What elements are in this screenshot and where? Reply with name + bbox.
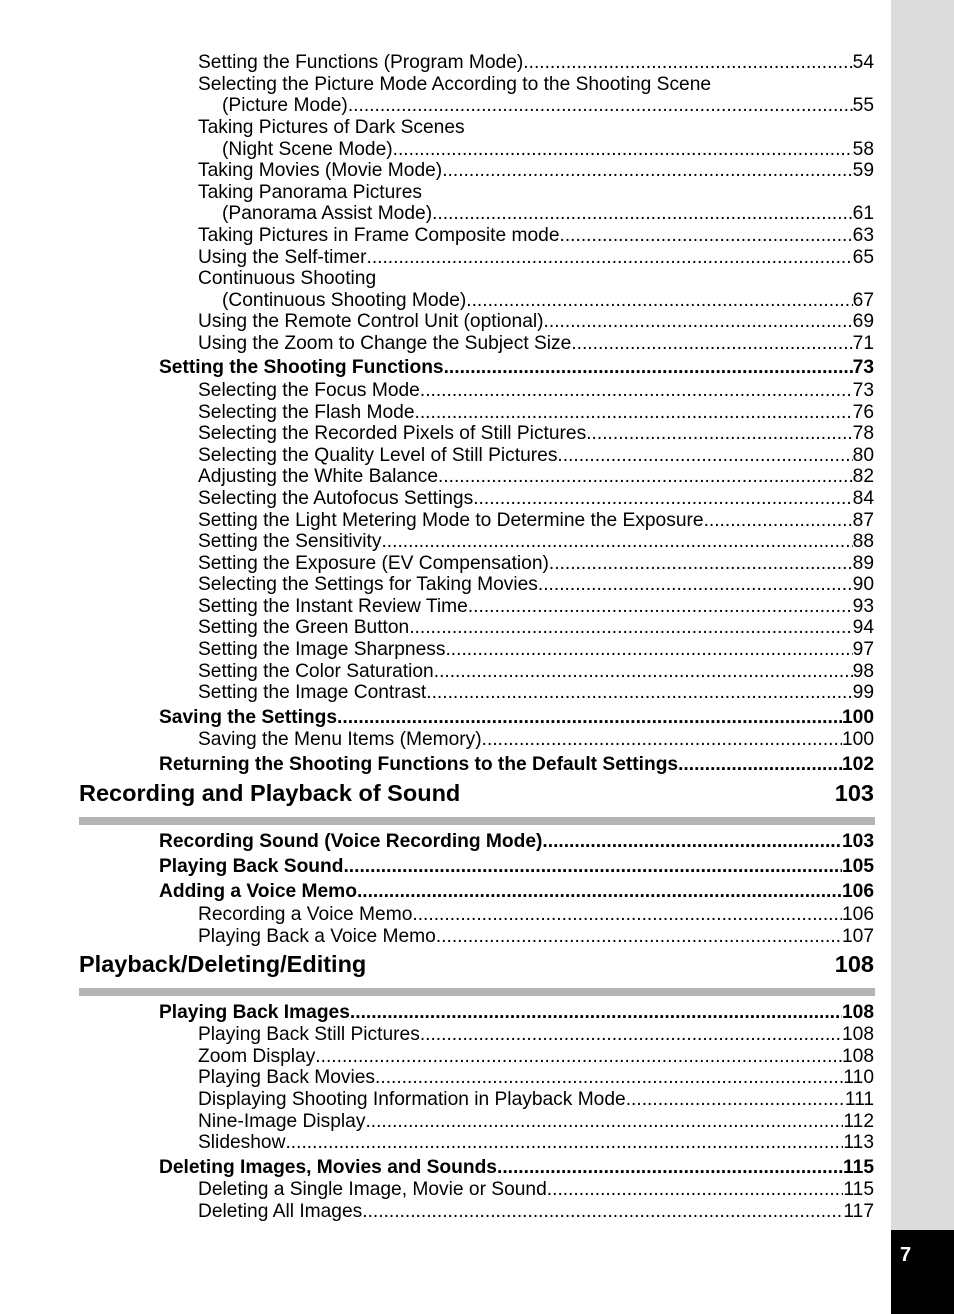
toc-entry-title: (Night Scene Mode)	[222, 139, 393, 160]
toc-section[interactable]	[159, 881, 874, 903]
toc-section-title: Deleting Images, Movies and Sounds	[159, 1157, 497, 1178]
toc-section-title: Saving the Settings	[159, 707, 338, 728]
toc-entry-page: 98	[852, 661, 874, 682]
toc-entry-title: Continuous Shooting	[198, 268, 377, 289]
toc-section-title: Adding a Voice Memo	[159, 881, 357, 902]
toc-chapter-page: 103	[834, 780, 874, 806]
toc-entry-title: Setting the Light Metering Mode to Determine the Exposure	[198, 510, 704, 531]
toc-entry-page: 112	[843, 1111, 874, 1132]
toc-entry-page: 59	[852, 160, 874, 181]
toc-section-page: 105	[841, 856, 874, 877]
toc-entry-page: 58	[852, 139, 874, 160]
toc-entry-page: 65	[852, 247, 874, 268]
toc-entry-page: 115	[843, 1179, 874, 1200]
toc-entry[interactable]	[198, 466, 874, 488]
toc-entry[interactable]	[198, 926, 874, 948]
toc-entry-title: Taking Pictures of Dark Scenes	[198, 117, 465, 138]
toc-entry-title: Selecting the Flash Mode	[198, 402, 415, 423]
toc-entry[interactable]	[222, 95, 874, 117]
toc-entry-title: (Continuous Shooting Mode)	[222, 290, 467, 311]
toc-entry-page: 61	[852, 203, 874, 224]
toc-entry-page: 100	[841, 729, 874, 750]
toc-entry-title: Setting the Functions (Program Mode)	[198, 52, 524, 73]
toc-entry[interactable]	[198, 333, 874, 355]
toc-entry[interactable]	[198, 1067, 874, 1089]
toc-entry-page: 73	[852, 380, 874, 401]
toc-chapter-heading[interactable]	[79, 951, 874, 978]
toc-entry-title: Zoom Display	[198, 1046, 316, 1067]
toc-section-title: Returning the Shooting Functions to the Default Settings	[159, 754, 679, 775]
toc-entry[interactable]	[198, 52, 874, 74]
toc-entry[interactable]	[198, 729, 874, 751]
toc-entry-page: 111	[844, 1089, 874, 1110]
toc-section[interactable]	[159, 707, 874, 729]
toc-entry-title: Recording a Voice Memo	[198, 904, 413, 925]
toc-section-page: 73	[852, 357, 874, 378]
toc-entry-title: Setting the Color Saturation	[198, 661, 434, 682]
toc-section[interactable]	[159, 1002, 874, 1024]
toc-entry[interactable]	[222, 139, 874, 161]
toc-section-page: 102	[841, 754, 874, 775]
toc-entry[interactable]	[198, 380, 874, 402]
toc-entry[interactable]	[198, 682, 874, 704]
toc-entry[interactable]	[198, 510, 874, 532]
toc-section[interactable]	[159, 357, 874, 379]
toc-entry-title: Playing Back Still Pictures	[198, 1024, 420, 1045]
toc-entry[interactable]	[198, 445, 874, 467]
toc-entry[interactable]	[198, 574, 874, 596]
toc-entry-page: 80	[852, 445, 874, 466]
toc-entry-title: Taking Panorama Pictures	[198, 182, 422, 203]
toc-entry-title: Selecting the Picture Mode According to the Shooting Scene	[198, 74, 712, 95]
toc-entry-page: 63	[852, 225, 874, 246]
toc-entry[interactable]	[198, 553, 874, 575]
toc-entry[interactable]	[198, 1201, 874, 1223]
toc-entry-title: Setting the Exposure (EV Compensation)	[198, 553, 549, 574]
toc-entry[interactable]	[198, 661, 874, 683]
toc-section-page: 115	[843, 1157, 874, 1178]
toc-entry[interactable]	[198, 268, 874, 290]
toc-chapter-heading[interactable]	[79, 780, 874, 807]
toc-section-title: Setting the Shooting Functions	[159, 357, 444, 378]
toc-entry-page: 108	[841, 1046, 874, 1067]
toc-entry-page: 55	[852, 95, 874, 116]
toc-entry-page: 110	[843, 1067, 874, 1088]
toc-entry-page: 108	[841, 1024, 874, 1045]
toc-entry-page: 107	[841, 926, 874, 947]
toc-entry-title: Playing Back Movies	[198, 1067, 376, 1088]
page-number: 7	[891, 1230, 954, 1314]
toc-entry[interactable]	[198, 182, 874, 204]
toc-section-title: Playing Back Sound	[159, 856, 344, 877]
chapter-divider	[79, 817, 875, 825]
toc-entry-title: Using the Remote Control Unit (optional)	[198, 311, 544, 332]
toc-entry[interactable]	[198, 1179, 874, 1201]
toc-entry-title: Adjusting the White Balance	[198, 466, 438, 487]
toc-entry-title: Selecting the Settings for Taking Movies	[198, 574, 538, 595]
toc-section-title: Playing Back Images	[159, 1002, 350, 1023]
toc-entry[interactable]	[198, 488, 874, 510]
toc-entry-title: Selecting the Focus Mode	[198, 380, 420, 401]
toc-section[interactable]	[159, 831, 874, 853]
toc-entry-title: (Picture Mode)	[222, 95, 348, 116]
toc-entry-page: 94	[852, 617, 874, 638]
side-tab	[891, 0, 954, 1314]
toc-entry-page: 97	[852, 639, 874, 660]
toc-entry-title: Setting the Green Button	[198, 617, 410, 638]
toc-entry-page: 117	[843, 1201, 874, 1222]
toc-entry-page: 87	[852, 510, 874, 531]
toc-entry-title: Saving the Menu Items (Memory)	[198, 729, 482, 750]
toc-section[interactable]	[159, 1157, 874, 1179]
toc-entry-page: 88	[852, 531, 874, 552]
toc-entry-page: 82	[852, 466, 874, 487]
toc-entry-title: (Panorama Assist Mode)	[222, 203, 433, 224]
toc-entry[interactable]	[198, 225, 874, 247]
toc-entry[interactable]	[198, 423, 874, 445]
toc-section[interactable]	[159, 856, 874, 878]
toc-entry-title: Using the Zoom to Change the Subject Size	[198, 333, 572, 354]
toc-entry-title: Setting the Image Contrast	[198, 682, 427, 703]
toc-entry[interactable]	[198, 1111, 874, 1133]
toc-entry[interactable]	[198, 617, 874, 639]
toc-entry[interactable]	[198, 531, 874, 553]
toc-entry-title: Selecting the Recorded Pixels of Still Pictures	[198, 423, 587, 444]
toc-entry[interactable]	[198, 402, 874, 424]
toc-entry-page: 67	[852, 290, 874, 311]
toc-entry-title: Using the Self-timer	[198, 247, 367, 268]
toc-entry-page: 76	[852, 402, 874, 423]
toc-chapter-title: Playback/Deleting/Editing	[79, 951, 367, 977]
toc-entry[interactable]	[198, 596, 874, 618]
toc-chapter-title: Recording and Playback of Sound	[79, 780, 461, 806]
toc-entry-title: Deleting a Single Image, Movie or Sound	[198, 1179, 547, 1200]
toc-entry[interactable]	[198, 311, 874, 333]
toc-entry[interactable]	[198, 247, 874, 269]
toc-entry[interactable]	[198, 74, 874, 96]
toc-entry-page: 106	[841, 904, 874, 925]
toc-entry[interactable]	[222, 203, 874, 225]
toc-entry-page: 93	[852, 596, 874, 617]
toc-entry-title: Setting the Instant Review Time	[198, 596, 468, 617]
toc-entry-title: Selecting the Quality Level of Still Pictures	[198, 445, 558, 466]
toc-entry[interactable]	[198, 1132, 874, 1154]
toc-entry-title: Selecting the Autofocus Settings	[198, 488, 474, 509]
toc-entry-page: 69	[852, 311, 874, 332]
toc-section-page: 106	[841, 881, 874, 902]
toc-entry-page: 90	[852, 574, 874, 595]
toc-entry[interactable]	[198, 160, 874, 182]
toc-entry-title: Displaying Shooting Information in Playback Mode	[198, 1089, 626, 1110]
toc-entry-page: 71	[852, 333, 874, 354]
toc-entry-title: Slideshow	[198, 1132, 286, 1153]
toc-entry-title: Taking Pictures in Frame Composite mode	[198, 225, 560, 246]
chapter-divider	[79, 988, 875, 996]
toc-entry[interactable]	[198, 117, 874, 139]
toc-entry[interactable]	[198, 1024, 874, 1046]
toc-entry-page: 54	[852, 52, 874, 73]
toc-entry-title: Setting the Image Sharpness	[198, 639, 446, 660]
toc-chapter-page: 108	[834, 951, 874, 977]
toc-entry[interactable]	[198, 904, 874, 926]
toc-entry[interactable]	[198, 1046, 874, 1068]
toc-section-page: 100	[841, 707, 874, 728]
toc-entry-title: Setting the Sensitivity	[198, 531, 382, 552]
toc-entry[interactable]	[222, 290, 874, 312]
toc-section-page: 108	[841, 1002, 874, 1023]
toc-entry-page: 99	[852, 682, 874, 703]
toc-entry-page: 84	[852, 488, 874, 509]
toc-entry[interactable]	[198, 1089, 874, 1111]
toc-entry-title: Deleting All Images	[198, 1201, 363, 1222]
toc-entry-title: Taking Movies (Movie Mode)	[198, 160, 443, 181]
toc-section-title: Recording Sound (Voice Recording Mode)	[159, 831, 543, 852]
toc-entry[interactable]	[198, 639, 874, 661]
toc-entry-title: Nine-Image Display	[198, 1111, 366, 1132]
toc-entry-page: 78	[852, 423, 874, 444]
toc-entry-page: 89	[852, 553, 874, 574]
toc-entry-page: 113	[843, 1132, 874, 1153]
toc-section-page: 103	[841, 831, 874, 852]
toc-entry-title: Playing Back a Voice Memo	[198, 926, 436, 947]
toc-section[interactable]	[159, 754, 874, 776]
